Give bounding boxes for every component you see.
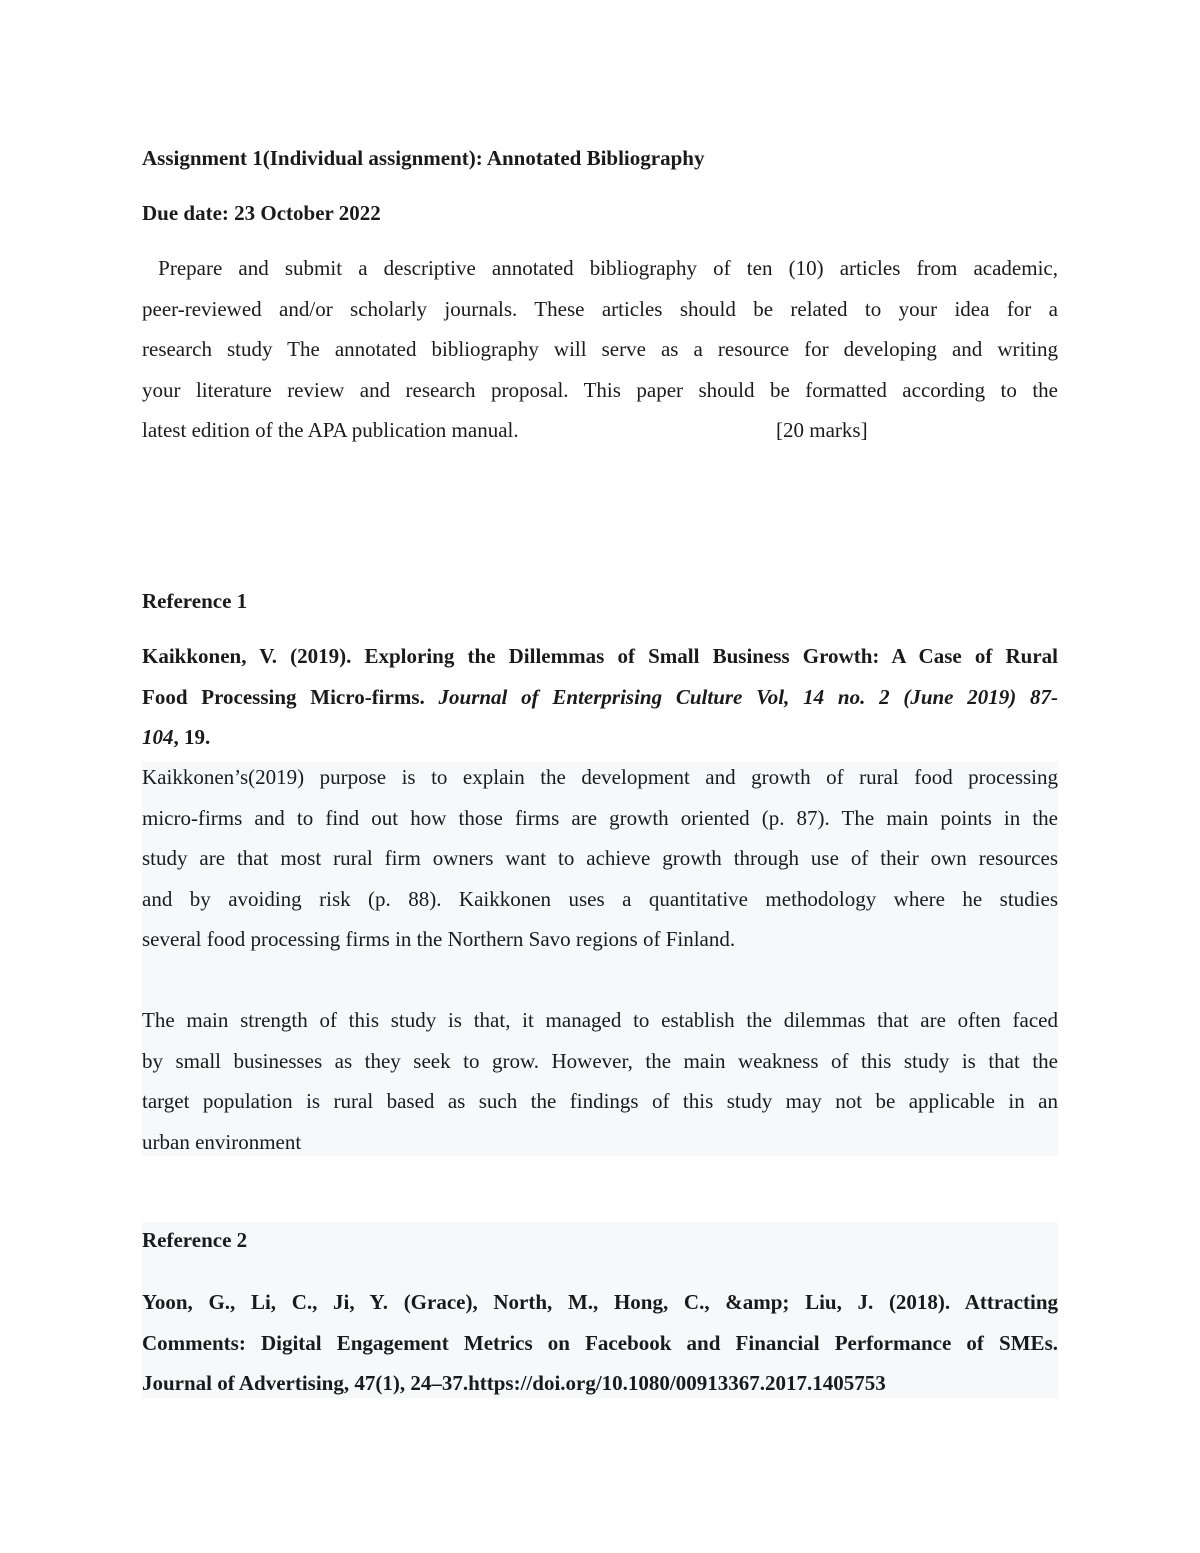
- summary-line: several food processing firms in the Northern Savo regions of Finland.: [142, 927, 736, 952]
- citation-line: [142, 717, 1058, 758]
- reference1-heading: Reference 1: [142, 589, 248, 613]
- instructions-line: research study The annotated bibliography will serve as a resource for developing and writing: [142, 337, 1058, 362]
- reference1-citation: [142, 636, 1058, 758]
- evaluation-line: target population is rural based as such the findings of this study may not be applicable in an: [142, 1089, 1058, 1114]
- journal-name: Journal of Enterprising Culture Vol, 14 no. 2 (June 2019) 87-: [438, 684, 1058, 709]
- instructions-line: peer-reviewed and/or scholarly journals. These articles should be related to your idea for a: [142, 296, 1058, 321]
- evaluation-line: urban environment: [142, 1129, 302, 1154]
- citation-line: [142, 677, 1058, 718]
- evaluation-line: The main strength of this study is that, it managed to establish the dilemmas that are often faced: [142, 1008, 1058, 1032]
- citation-line: Comments: Digital Engagement Metrics on Facebook and Financial Performance of SMEs.: [142, 1330, 1058, 1355]
- summary-line: study are that most rural firm owners want to achieve growth through use of their own resources: [142, 846, 1058, 871]
- instructions-line: latest edition of the APA publication manual.: [142, 418, 519, 443]
- citation-text: Food Processing Micro-firms.: [142, 684, 439, 709]
- citation-line: Journal of Advertising, 47(1), 24–37.https://doi.org/10.1080/00913367.2017.1405753: [142, 1371, 886, 1396]
- assignment-title: Assignment 1(Individual assignment): Annotated Bibliography: [142, 146, 705, 170]
- citation-line: Kaikkonen, V. (2019). Exploring the Dillemmas of Small Business Growth: A Case of Rural: [142, 644, 1058, 668]
- evaluation-line: by small businesses as they seek to grow. However, the main weakness of this study is that the: [142, 1048, 1058, 1073]
- reference1-evaluation: [142, 1000, 1058, 1162]
- instructions-line: Prepare and submit a descriptive annotated bibliography of ten (10) articles from academic,: [142, 256, 1058, 280]
- instructions-paragraph: [142, 248, 1058, 451]
- instructions-last-line: [142, 410, 1058, 451]
- reference2-heading: Reference 2: [142, 1228, 248, 1252]
- instructions-line: your literature review and research proposal. This paper should be formatted according to the: [142, 377, 1058, 402]
- reference1-summary: [142, 757, 1058, 960]
- citation-line: Yoon, G., Li, C., Ji, Y. (Grace), North, M., Hong, C., &amp; Liu, J. (2018). Attracting: [142, 1290, 1058, 1314]
- reference2-citation: [142, 1282, 1058, 1404]
- marks-label: [20 marks]: [776, 418, 868, 443]
- summary-line: Kaikkonen’s(2019) purpose is to explain the development and growth of rural food processing: [142, 765, 1058, 789]
- summary-line: and by avoiding risk (p. 88). Kaikkonen uses a quantitative methodology where he studies: [142, 886, 1058, 911]
- summary-line: micro-firms and to find out how those firms are growth oriented (p. 87). The main points in the: [142, 805, 1058, 830]
- due-date: Due date: 23 October 2022: [142, 201, 381, 225]
- journal-pages: 104: [142, 725, 174, 750]
- citation-text: , 19.: [173, 725, 211, 750]
